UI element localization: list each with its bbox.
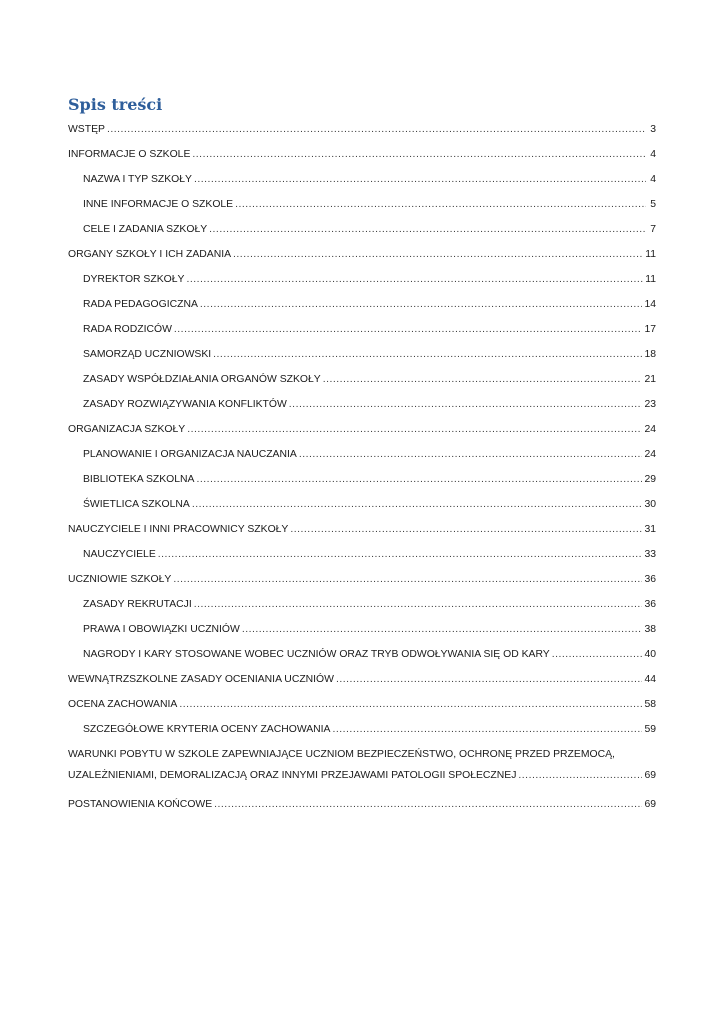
toc-entry-label: ZASADY WSPÓŁDZIAŁANIA ORGANÓW SZKOŁY [83, 374, 321, 385]
toc-page-number: 14 [644, 299, 656, 310]
toc-entry-label: NAUCZYCIELE [83, 549, 156, 560]
toc-entry[interactable] [68, 421, 656, 446]
toc-entry-label: NAUCZYCIELE I INNI PRACOWNICY SZKOŁY [68, 524, 289, 535]
toc-dot-leader [299, 446, 643, 464]
toc-entry-label: ŚWIETLICA SZKOLNA [83, 499, 190, 510]
toc-entry[interactable] [68, 146, 656, 171]
toc-page-number: 11 [645, 274, 656, 285]
toc-entry-label: WEWNĄTRZSZKOLNE ZASADY OCENIANIA UCZNIÓW [68, 674, 334, 685]
toc-page-number: 58 [644, 699, 656, 710]
toc-entry-label: SAMORZĄD UCZNIOWSKI [83, 349, 212, 360]
toc-entry-label: INFORMACJE O SZKOLE [68, 149, 191, 160]
toc-page-number: 44 [644, 674, 656, 685]
toc-page-number: 59 [644, 724, 656, 735]
toc-entry[interactable] [68, 671, 656, 696]
toc-dot-leader [158, 546, 643, 564]
toc-page-number: 21 [644, 374, 656, 385]
toc-entry[interactable] [68, 571, 656, 596]
table-of-contents [68, 121, 656, 821]
toc-page-number: 69 [644, 770, 656, 781]
toc-dot-leader [336, 671, 642, 689]
toc-page-number: 24 [644, 424, 656, 435]
toc-page-number: 24 [644, 449, 656, 460]
toc-entry-label-cont: UZALEŻNIENIAMI, DEMORALIZACJĄ ORAZ INNYMI PRZEJAWAMI PATOLOGII SPOŁECZNEJ [68, 770, 517, 781]
toc-entry[interactable] [68, 546, 656, 571]
toc-dot-leader [290, 521, 642, 539]
toc-dot-leader [233, 246, 643, 264]
toc-page-number: 3 [650, 124, 656, 135]
toc-entry-label: ZASADY REKRUTACJI [83, 599, 192, 610]
toc-dot-leader [552, 646, 643, 664]
toc-entry[interactable] [68, 196, 656, 221]
toc-entry-label: PLANOWANIE I ORGANIZACJA NAUCZANIA [83, 449, 297, 460]
toc-entry[interactable] [68, 621, 656, 646]
toc-entry[interactable] [68, 346, 656, 371]
toc-page-number: 31 [644, 524, 656, 535]
toc-entry-label: DYREKTOR SZKOŁY [83, 274, 185, 285]
toc-page-number: 17 [644, 324, 656, 335]
toc-dot-leader [186, 271, 643, 289]
toc-entry[interactable] [68, 221, 656, 246]
toc-entry-label: POSTANOWIENIA KOŃCOWE [68, 799, 213, 810]
toc-entry-line [68, 767, 656, 792]
toc-entry[interactable] [68, 596, 656, 621]
toc-page-number: 7 [650, 224, 656, 235]
toc-dot-leader [235, 196, 646, 214]
toc-entry[interactable] [68, 271, 656, 296]
toc-dot-leader [179, 696, 642, 714]
toc-dot-leader [242, 621, 643, 639]
toc-page-number: 4 [650, 174, 656, 185]
toc-page-number: 36 [644, 574, 656, 585]
toc-page-number: 69 [644, 799, 656, 810]
toc-entry[interactable] [68, 121, 656, 146]
toc-entry-label: CELE I ZADANIA SZKOŁY [83, 224, 208, 235]
toc-page-number: 23 [644, 399, 656, 410]
toc-entry-label: ORGANY SZKOŁY I ICH ZADANIA [68, 249, 232, 260]
toc-entry[interactable] [68, 446, 656, 471]
toc-dot-leader [187, 421, 642, 439]
toc-dot-leader [518, 767, 642, 785]
toc-page-number: 40 [644, 649, 656, 660]
toc-entry[interactable] [68, 296, 656, 321]
toc-entry-label: NAZWA I TYP SZKOŁY [83, 174, 192, 185]
toc-entry[interactable] [68, 496, 656, 521]
toc-entry-label: ORGANIZACJA SZKOŁY [68, 424, 186, 435]
toc-page-number: 36 [644, 599, 656, 610]
toc-dot-leader [192, 496, 643, 514]
toc-entry-label: BIBLIOTEKA SZKOLNA [83, 474, 195, 485]
toc-entry-label: OCENA ZACHOWANIA [68, 699, 178, 710]
toc-dot-leader [196, 471, 642, 489]
toc-dot-leader [333, 721, 643, 739]
toc-page-number: 18 [644, 349, 656, 360]
toc-entry-label: SZCZEGÓŁOWE KRYTERIA OCENY ZACHOWANIA [83, 724, 331, 735]
toc-entry-label: INNE INFORMACJE O SZKOLE [83, 199, 234, 210]
toc-dot-leader [173, 571, 642, 589]
toc-dot-leader [194, 596, 643, 614]
toc-entry[interactable] [68, 521, 656, 546]
toc-dot-leader [289, 396, 643, 414]
toc-entry[interactable] [68, 646, 656, 671]
toc-page-number: 33 [644, 549, 656, 560]
toc-entry[interactable] [68, 796, 656, 821]
toc-dot-leader [323, 371, 643, 389]
toc-entry-label: WSTĘP [68, 124, 105, 135]
toc-page-number: 5 [650, 199, 656, 210]
toc-dot-leader [192, 146, 646, 164]
toc-page-number: 29 [644, 474, 656, 485]
toc-entry-label: RADA RODZICÓW [83, 324, 172, 335]
toc-entry[interactable] [68, 171, 656, 196]
toc-dot-leader [174, 321, 643, 339]
toc-entry-label: WARUNKI POBYTU W SZKOLE ZAPEWNIAJĄCE UCZNIOM BEZPIECZEŃSTWO, OCHRONĘ PRZED PRZEMOCĄ, [68, 749, 615, 760]
toc-page-number: 11 [645, 249, 656, 260]
toc-entry-label: PRAWA I OBOWIĄZKI UCZNIÓW [83, 624, 240, 635]
toc-dot-leader [107, 121, 646, 139]
toc-entry[interactable] [68, 321, 656, 346]
toc-entry[interactable] [68, 746, 656, 796]
toc-dot-leader [213, 346, 642, 364]
toc-entry-label: ZASADY ROZWIĄZYWANIA KONFLIKTÓW [83, 399, 287, 410]
toc-page-number: 4 [650, 149, 656, 160]
toc-dot-leader [200, 296, 643, 314]
toc-title: Spis treści [68, 95, 163, 114]
toc-entry[interactable] [68, 696, 656, 721]
toc-dot-leader [209, 221, 646, 239]
toc-page-number: 38 [644, 624, 656, 635]
toc-entry[interactable] [68, 721, 656, 746]
toc-page-number: 30 [644, 499, 656, 510]
toc-entry[interactable] [68, 371, 656, 396]
toc-entry-label: NAGRODY I KARY STOSOWANE WOBEC UCZNIÓW ORAZ TRYB ODWOŁYWANIA SIĘ OD KARY [83, 649, 550, 660]
toc-entry-label: UCZNIOWIE SZKOŁY [68, 574, 172, 585]
toc-entry[interactable] [68, 396, 656, 421]
toc-dot-leader [214, 796, 642, 814]
toc-entry[interactable] [68, 471, 656, 496]
toc-entry[interactable] [68, 246, 656, 271]
toc-entry-label: RADA PEDAGOGICZNA [83, 299, 198, 310]
toc-dot-leader [194, 171, 646, 189]
